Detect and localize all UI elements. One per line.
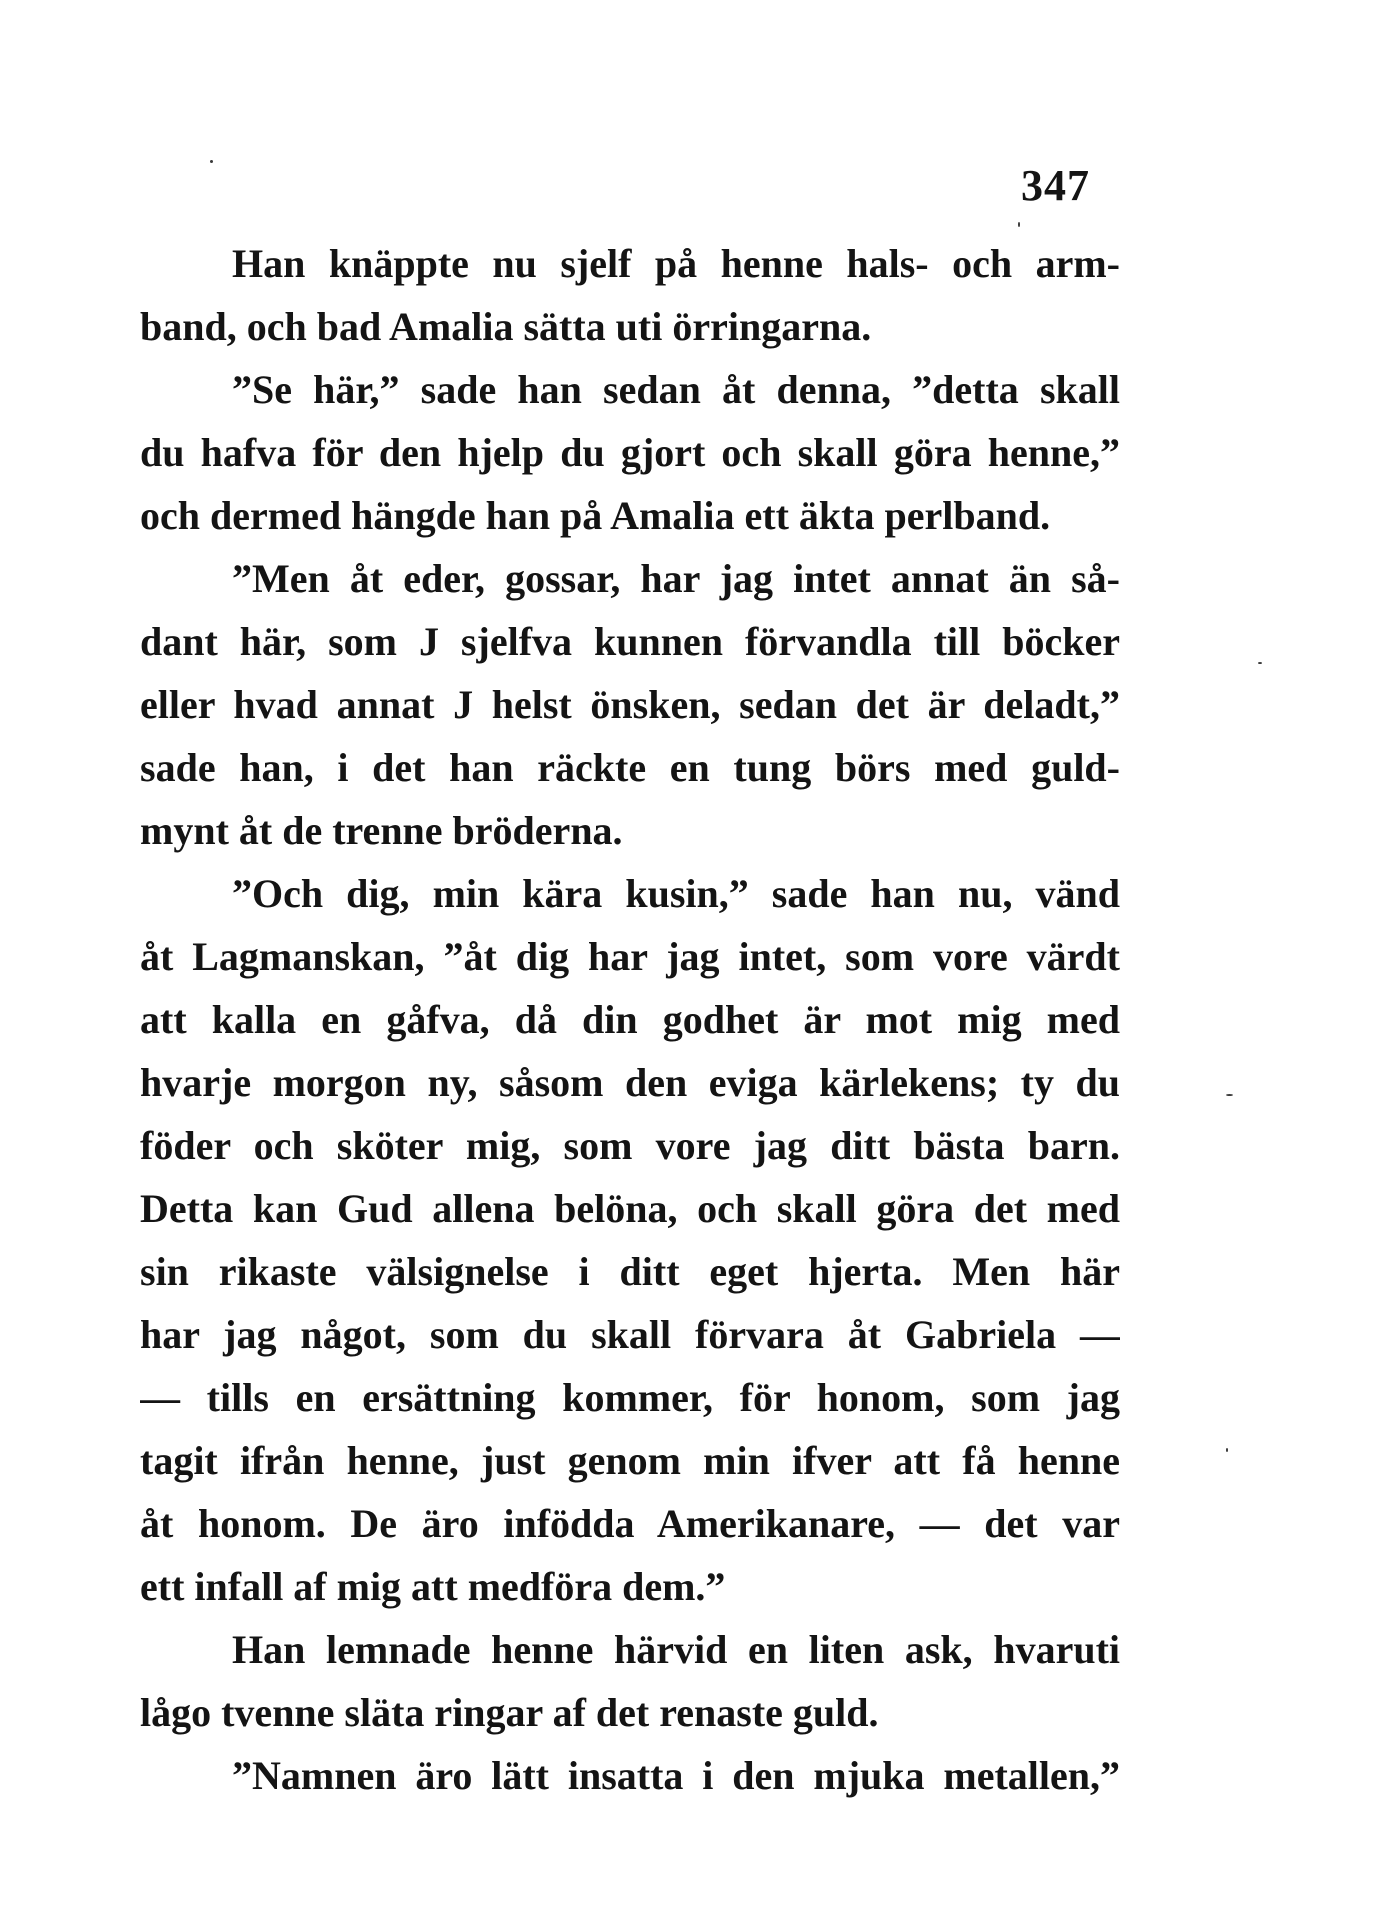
text-line: och dermed hängde han på Amalia ett äkta perlband. (140, 493, 1051, 538)
text-line: föder och sköter mig, som vore jag ditt bästa barn. (140, 1123, 1120, 1168)
text-line: du hafva för den hjelp du gjort och skall göra henne,” (140, 430, 1120, 475)
text-line: att kalla en gåfva, då din godhet är mot mig med (140, 997, 1120, 1042)
text-line: åt Lagmanskan, ”åt dig har jag intet, som vore värdt (140, 934, 1120, 979)
text-line: — tills en ersättning kommer, för honom, som jag (140, 1375, 1120, 1420)
page-number: 347 (1021, 161, 1090, 210)
text-line: åt honom. De äro infödda Amerikanare, — det var (140, 1501, 1120, 1546)
scan-speck (1226, 1094, 1233, 1096)
text-line: ”Se här,” sade han sedan åt denna, ”detta skall (232, 367, 1120, 412)
text-line: eller hvad annat J helst önsken, sedan det är deladt,” (140, 682, 1120, 727)
text-line: ett infall af mig att medföra dem.” (140, 1564, 726, 1609)
scan-speck (1258, 662, 1262, 664)
text-line: sin rikaste välsignelse i ditt eget hjerta. Men här (140, 1249, 1120, 1294)
text-line: tagit ifrån henne, just genom min ifver att få henne (140, 1438, 1120, 1483)
text-line: hvarje morgon ny, såsom den eviga kärlekens; ty du (140, 1060, 1120, 1105)
text-line: dant här, som J sjelfva kunnen förvandla till böcker (140, 619, 1120, 664)
text-line: ”Namnen äro lätt insatta i den mjuka metallen,” (232, 1753, 1120, 1798)
text-line: mynt åt de trenne bröderna. (140, 808, 623, 853)
text-line: ”Men åt eder, gossar, har jag intet annat än så- (232, 556, 1120, 601)
text-line: Han knäppte nu sjelf på henne hals- och arm- (232, 241, 1120, 286)
text-line: sade han, i det han räckte en tung börs med guld- (140, 745, 1120, 790)
text-line: Detta kan Gud allena belöna, och skall göra det med (140, 1186, 1120, 1231)
text-line: Han lemnade henne härvid en liten ask, hvaruti (232, 1627, 1120, 1672)
text-line: har jag något, som du skall förvara åt Gabriela — (140, 1312, 1120, 1357)
scan-speck (1018, 222, 1020, 227)
text-line: ”Och dig, min kära kusin,” sade han nu, vänd (232, 871, 1120, 916)
text-line: band, och bad Amalia sätta uti örringarna. (140, 304, 872, 349)
text-line: lågo tvenne släta ringar af det renaste guld. (140, 1690, 879, 1735)
scan-speck (210, 160, 213, 163)
scan-speck (1226, 1448, 1228, 1452)
body-text (140, 232, 1120, 1807)
